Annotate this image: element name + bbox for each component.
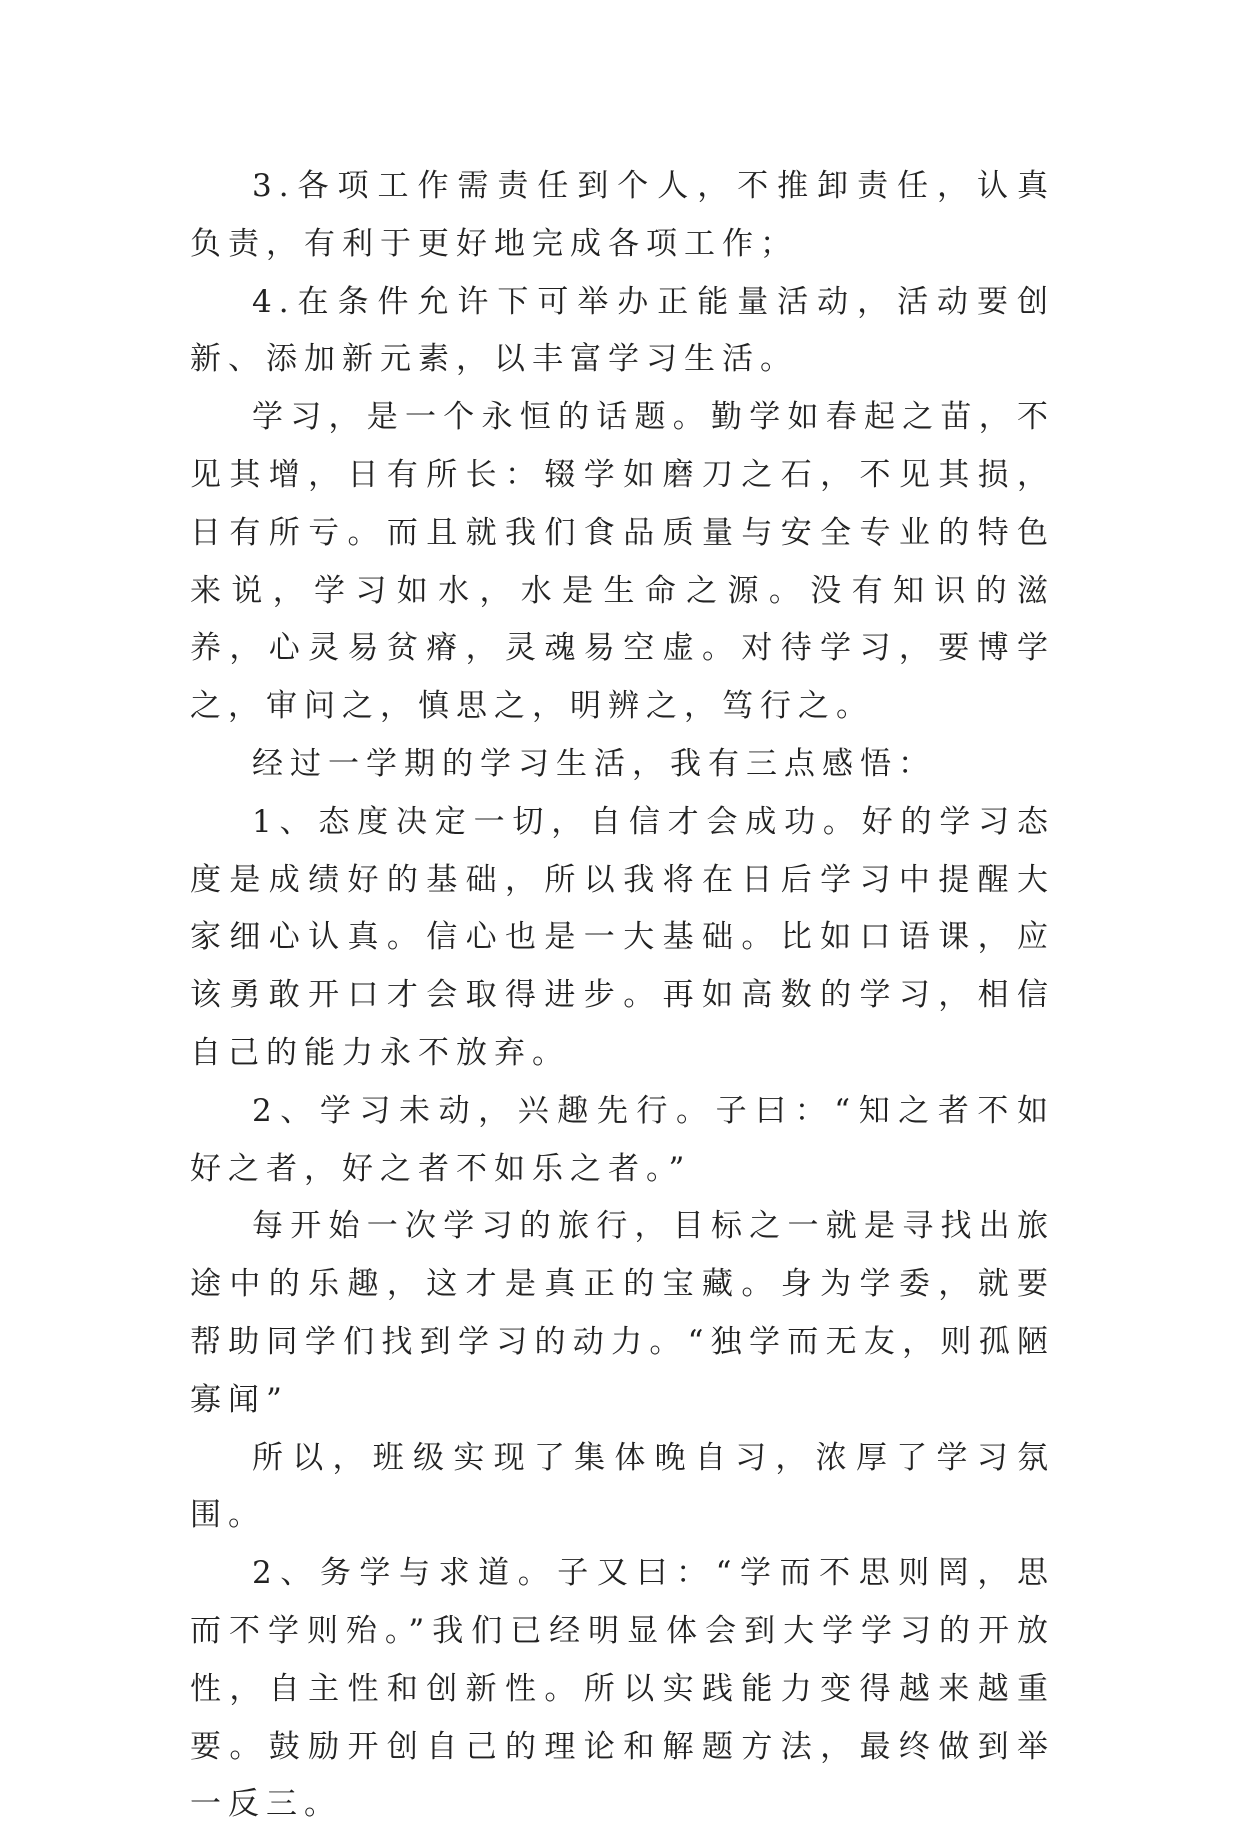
- paragraph-item-3: 3.各项工作需责任到个人，不推卸责任，认真负责，有利于更好地完成各项工作；: [190, 168, 1055, 262]
- document-body: [190, 158, 1055, 1834]
- paragraph-reflection-1: 1、态度决定一切，自信才会成功。好的学习态度是成绩好的基础，所以我将在日后学习中提醒大家细心认真。信心也是一大基础。比如口语课，应该勇敢开口才会取得进步。再如高数的学习，相信自己的能力永不放弃。: [190, 803, 1055, 1071]
- paragraph-reflections-intro: 经过一学期的学习生活，我有三点感悟：: [252, 745, 936, 782]
- paragraph-reflection-3: 2、务学与求道。子又曰：“学而不思则罔，思而不学则殆。”我们已经明显体会到大学学习的开放性，自主性和创新性。所以实践能力变得越来越重要。鼓励开创自己的理论和解题方法，最终做到举一反三。: [190, 1555, 1055, 1823]
- paragraph-journey: 每开始一次学习的旅行，目标之一就是寻找出旅途中的乐趣，这才是真正的宝藏。身为学委，就要帮助同学们找到学习的动力。“独学而无友，则孤陋寡闻”: [190, 1208, 1055, 1418]
- paragraph-item-4: 4.在条件允许下可举办正能量活动，活动要创新、添加新元素，以丰富学习生活。: [190, 283, 1055, 378]
- paragraph-learning-topic: 学习，是一个永恒的话题。勤学如春起之苗，不见其增，日有所长：辍学如磨刀之石，不见其损，日有所亏。而且就我们食品质量与安全专业的特色来说，学习如水，水是生命之源。没有知识的滋养，心灵易贫瘠，灵魂易空虚。对待学习，要博学之，审问之，慎思之，明辨之，笃行之。: [190, 399, 1055, 725]
- paragraph-reflection-2: 2、学习未动，兴趣先行。子曰：“知之者不如好之者，好之者不如乐之者。”: [190, 1092, 1055, 1187]
- paragraph-evening-study: 所以，班级实现了集体晚自习，浓厚了学习氛围。: [190, 1439, 1055, 1534]
